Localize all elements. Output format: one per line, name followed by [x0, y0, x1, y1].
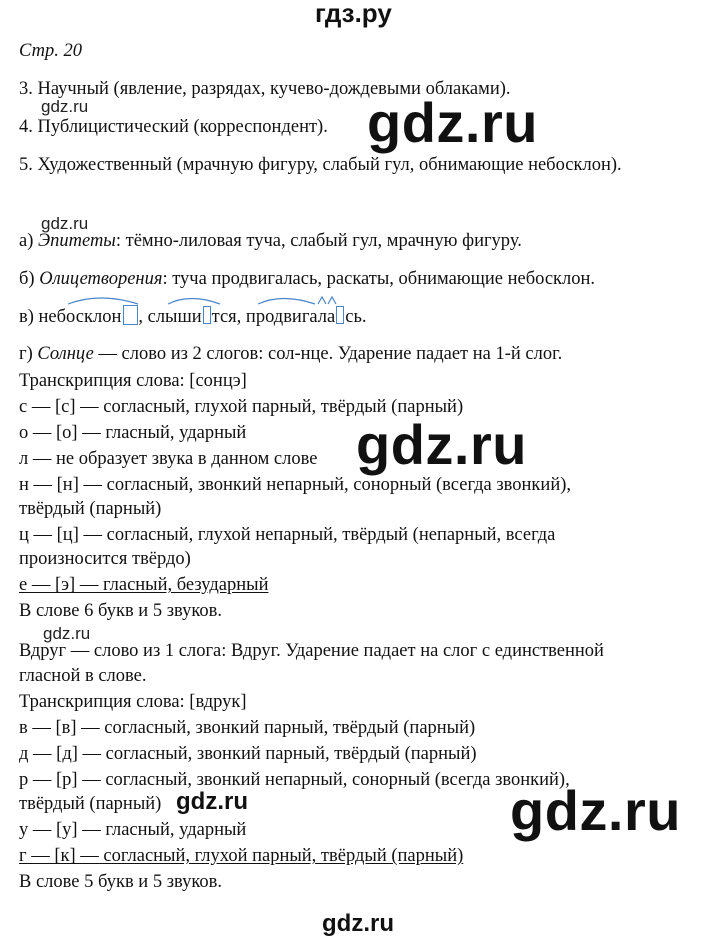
- zero-ending-box: [123, 305, 138, 325]
- item-label: б): [19, 269, 40, 289]
- text-line: Транскрипция слова: [вдрук]: [19, 692, 247, 712]
- item-term: Олицетворения: [39, 269, 163, 289]
- word-part: тся, продвигала: [211, 307, 336, 327]
- item-g: [19, 343, 562, 365]
- text-line: о — [о] — гласный, ударный: [19, 423, 247, 443]
- item-b: [19, 268, 595, 290]
- word-part: , слыши: [138, 307, 202, 327]
- watermark-medium: gdz.ru: [176, 788, 248, 815]
- item-label: а): [19, 231, 38, 251]
- site-header: гдз.ру: [315, 0, 392, 28]
- text-line: ц — [ц] — согласный, глухой непарный, твёрдый (непарный, всегда: [19, 525, 556, 545]
- ending-box: [336, 306, 344, 324]
- item-label: г): [19, 344, 38, 364]
- root-arc: [168, 299, 220, 305]
- text-line: в — [в] — согласный, звонкий парный, твёрдый (парный): [19, 718, 476, 738]
- text-line: л — не образует звука в данном слове: [19, 449, 318, 469]
- root-arc: [68, 298, 138, 304]
- suffix-mark: [318, 297, 326, 304]
- text-line: г — [к] — согласный, глухой парный, твёрдый (парный): [19, 846, 464, 866]
- watermark-small: gdz.ru: [43, 624, 91, 643]
- text-line: 3. Научный (явление, разрядах, кучево-дождевыми облаками).: [19, 79, 511, 99]
- watermark-large: gdz.ru: [510, 779, 681, 842]
- word-nebosklon: небосклон: [38, 307, 122, 327]
- text-line: В слове 5 букв и 5 звуков.: [19, 872, 223, 892]
- item-term: Солнце: [37, 344, 94, 364]
- item-a: [19, 230, 522, 252]
- word-part: сь.: [345, 307, 367, 327]
- text-line: произносится твёрдо): [19, 549, 191, 569]
- watermark-large: gdz.ru: [367, 91, 538, 154]
- text-line: В слове 6 букв и 5 звуков.: [19, 601, 223, 621]
- text-line: Вдруг — слово из 1 слога: Вдруг. Ударение падает на слог с единственной: [19, 641, 604, 661]
- text-line: 5. Художественный (мрачную фигуру, слабый гул, обнимающие небосклон).: [19, 155, 622, 175]
- text-line: твёрдый (парный): [19, 794, 162, 814]
- ending-box: [203, 306, 211, 324]
- text-line: гласной в слове.: [19, 666, 147, 686]
- item-text: : туча продвигалась, раскаты, обнимающие небосклон.: [162, 269, 596, 289]
- item-v: [19, 305, 367, 328]
- item-term: Эпитеты: [38, 231, 116, 251]
- text-line: Транскрипция слова: [сонцэ]: [19, 371, 247, 391]
- text-line: 4. Публицистический (корреспондент).: [19, 117, 328, 137]
- watermark-large: gdz.ru: [356, 413, 527, 476]
- text-line: у — [у] — гласный, ударный: [19, 820, 247, 840]
- root-arc: [258, 299, 315, 305]
- text-line: е — [э] — гласный, безударный: [19, 575, 269, 595]
- item-label: в): [19, 307, 39, 327]
- watermark-small: gdz.ru: [41, 214, 89, 233]
- text-line: твёрдый (парный): [19, 499, 162, 519]
- text-line: д — [д] — согласный, звонкий парный, твёрдый (парный): [19, 744, 477, 764]
- suffix-mark: [328, 297, 336, 304]
- text-line: р — [р] — согласный, звонкий непарный, сонорный (всегда звонкий),: [19, 770, 570, 790]
- footer-watermark: gdz.ru: [322, 910, 394, 937]
- text-line: с — [с] — согласный, глухой парный, твёрдый (парный): [19, 397, 464, 417]
- item-text: : тёмно-лиловая туча, слабый гул, мрачную фигуру.: [115, 231, 522, 251]
- text-line: н — [н] — согласный, звонкий непарный, сонорный (всегда звонкий),: [19, 475, 572, 495]
- page-reference: Стр. 20: [19, 41, 82, 61]
- item-text: — слово из 2 слогов: сол-нце. Ударение падает на 1-й слог.: [93, 344, 563, 364]
- watermark-small: gdz.ru: [41, 97, 89, 116]
